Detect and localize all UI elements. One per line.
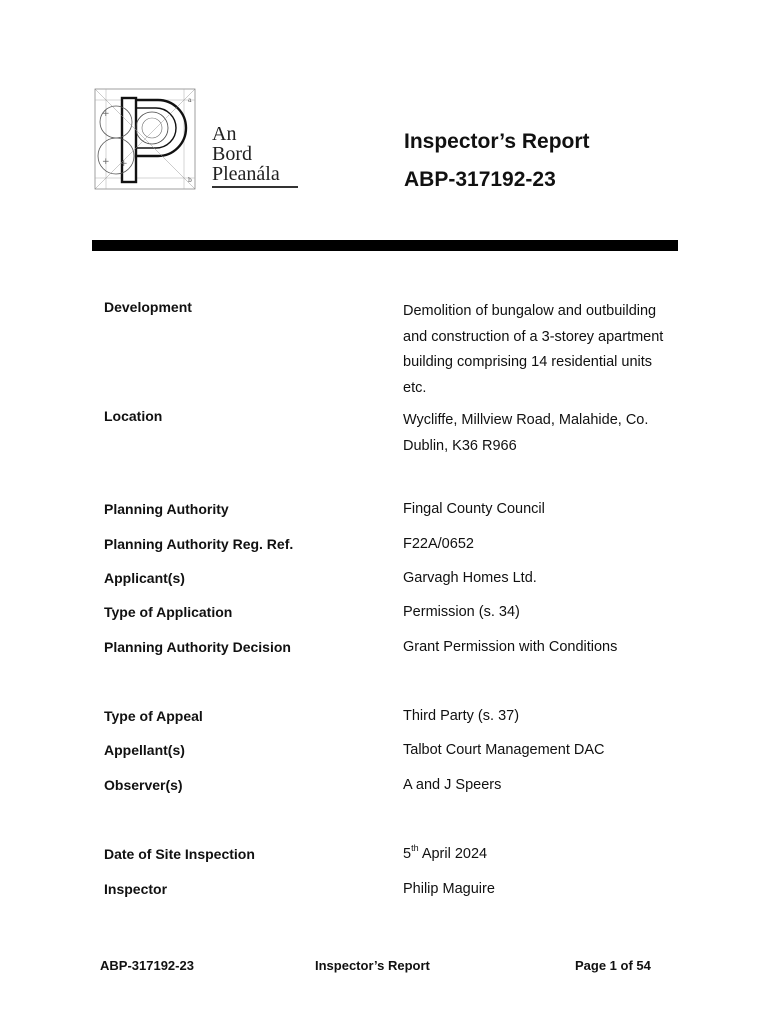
footer-title: Inspector’s Report [315, 958, 430, 973]
logo-wordmark [212, 124, 280, 184]
svg-text:+: + [102, 157, 110, 167]
detail-label: Planning Authority Reg. Ref. [104, 536, 294, 552]
detail-label: Applicant(s) [104, 570, 185, 586]
date-ordinal-suffix: th [411, 843, 419, 854]
logo-line-2: Bord [212, 143, 252, 165]
detail-value: Permission (s. 34) [403, 604, 520, 620]
detail-value: Wycliffe, Millview Road, Malahide, Co. Dublin, K36 R966 [403, 412, 649, 454]
detail-value [403, 845, 675, 863]
report-title: Inspector’s Report [404, 130, 590, 153]
logo-line-3: Pleanála [212, 163, 280, 185]
detail-label: Appellant(s) [104, 742, 185, 758]
detail-value: Third Party (s. 37) [403, 708, 520, 724]
svg-text:a: a [188, 97, 192, 104]
detail-label: Inspector [104, 881, 168, 897]
footer-page-number: Page 1 of 54 [575, 958, 651, 973]
detail-value: Grant Permission with Conditions [403, 639, 618, 655]
detail-value: Talbot Court Management DAC [403, 742, 605, 758]
footer-reference: ABP-317192-23 [100, 958, 194, 973]
detail-value: Fingal County Council [403, 501, 545, 517]
report-reference: ABP-317192-23 [404, 168, 556, 191]
logo-line-1: An [212, 123, 237, 145]
detail-label: Planning Authority [104, 501, 229, 517]
detail-label: Type of Appeal [104, 708, 203, 724]
report-title-block [404, 128, 590, 194]
an-bord-pleanala-logo [92, 86, 302, 194]
detail-label: Location [104, 408, 163, 424]
detail-label: Date of Site Inspection [104, 846, 255, 862]
logo-underline [212, 186, 298, 188]
detail-value: F22A/0652 [403, 536, 474, 552]
date-day: 5 [403, 846, 412, 862]
detail-label: Development [104, 299, 192, 315]
header-divider [92, 240, 678, 251]
svg-text:+: + [120, 159, 128, 169]
detail-label: Planning Authority Decision [104, 639, 291, 655]
date-month-year: April 2024 [418, 846, 488, 862]
detail-label: Observer(s) [104, 777, 183, 793]
detail-value: Garvagh Homes Ltd. [403, 570, 537, 586]
detail-value: Philip Maguire [403, 881, 495, 897]
p-monogram-icon [92, 86, 208, 194]
svg-text:+: + [102, 109, 110, 119]
svg-text:b: b [188, 177, 192, 184]
detail-value: A and J Speers [403, 777, 502, 793]
detail-value: Demolition of bungalow and outbuilding and construction of a 3-storey apartment building comprising 14 residential units etc. [403, 303, 664, 396]
detail-label: Type of Application [104, 604, 233, 620]
